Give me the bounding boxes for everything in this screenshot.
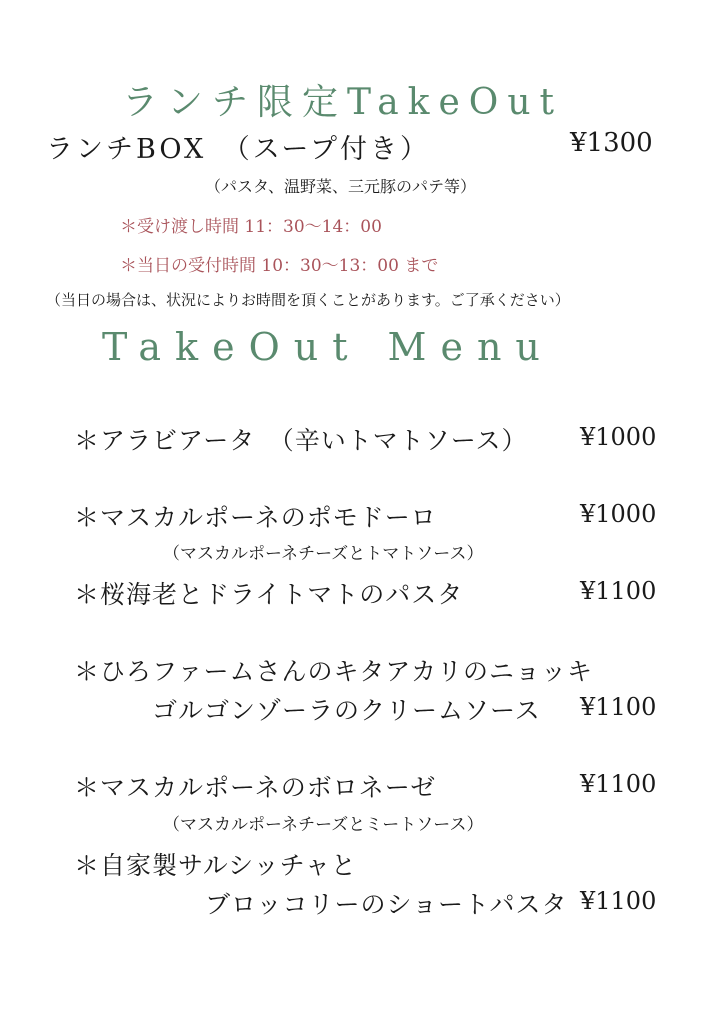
menu-item-name: ＊桜海老とドライトマトのパスタ <box>74 580 464 609</box>
menu-item-price: ¥1100 <box>580 770 657 798</box>
menu-item-price: ¥1000 <box>580 423 657 451</box>
menu-item-name: ＊ひろファームさんのキタアカリのニョッキ <box>74 657 594 686</box>
handover-time-note: ＊受け渡し時間 11：30〜14：00 <box>120 217 382 237</box>
menu-item-name-line2: ブロッコリーのショートパスタ <box>205 890 568 919</box>
menu-item-name: ＊マスカルポーネのポモドーロ <box>74 503 437 532</box>
menu-item-name-line2: ゴルゴンゾーラのクリームソース <box>152 696 541 725</box>
menu-item-name: ＊マスカルポーネのボロネーゼ <box>74 773 437 802</box>
menu-item-name: ＊自家製サルシッチャと <box>74 851 357 880</box>
notice-text: （当日の場合は、状況によりお時間を頂くことがあります。ご了承ください） <box>46 291 570 309</box>
reception-time-note: ＊当日の受付時間 10：30〜13：00 まで <box>120 256 439 276</box>
lunch-box-price: ¥1300 <box>570 128 653 158</box>
lunch-takeout-title: ランチ限定TakeOut <box>122 82 563 123</box>
menu-item-price: ¥1100 <box>580 887 657 915</box>
takeout-menu-title: TakeOut Menu <box>102 325 554 369</box>
lunch-box-contents: （パスタ、温野菜、三元豚のパテ等） <box>205 177 477 196</box>
menu-item-price: ¥1100 <box>580 693 657 721</box>
menu-item-description: （マスカルポーネチーズとトマトソース） <box>163 544 484 564</box>
menu-item-price: ¥1000 <box>580 500 657 528</box>
lunch-box-name: ランチBOX （スープ付き） <box>46 134 431 165</box>
menu-item-description: （マスカルポーネチーズとミートソース） <box>163 815 484 835</box>
menu-item-price: ¥1100 <box>580 577 657 605</box>
menu-item-name: ＊アラビアータ （辛いトマトソース） <box>74 426 528 455</box>
